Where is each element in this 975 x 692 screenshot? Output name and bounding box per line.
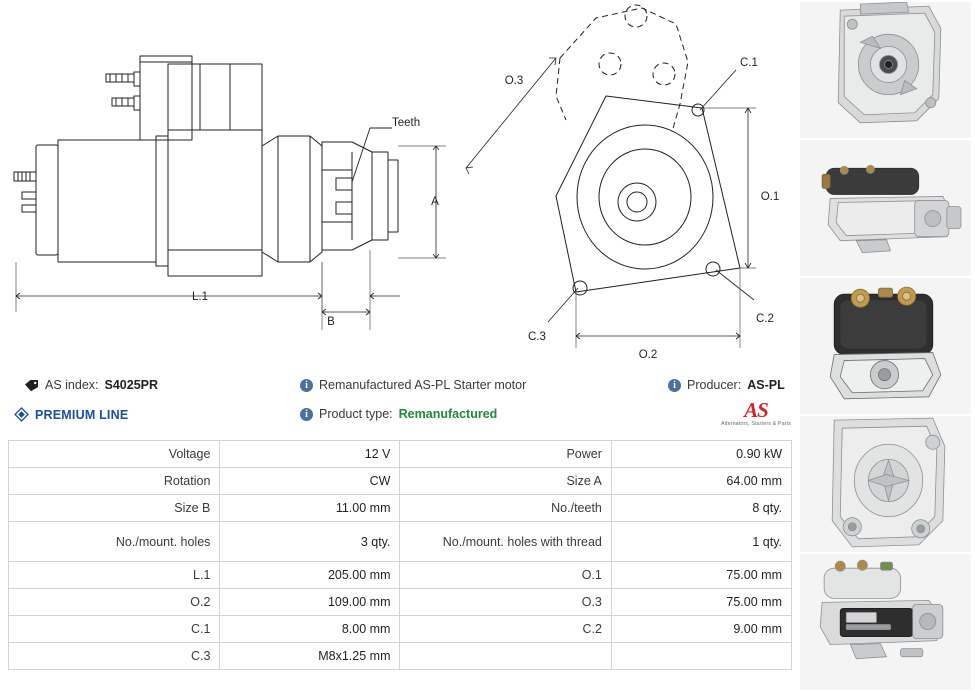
spec-key: Voltage bbox=[9, 441, 220, 468]
table-row bbox=[9, 468, 792, 495]
as-index-label: AS index: bbox=[45, 378, 99, 392]
tag-icon bbox=[24, 379, 39, 392]
product-description: Remanufactured AS-PL Starter motor bbox=[319, 378, 527, 392]
producer-row bbox=[668, 378, 785, 392]
table-row bbox=[9, 441, 792, 468]
producer-label: Producer: bbox=[687, 378, 742, 392]
info-icon: i bbox=[300, 379, 313, 392]
spec-value: 3 qty. bbox=[220, 522, 400, 562]
spec-key: No./teeth bbox=[400, 495, 611, 522]
starter-photo-solenoid-top[interactable] bbox=[800, 278, 971, 414]
as-index-value: S4025PR bbox=[104, 378, 159, 392]
spec-value: 75.00 mm bbox=[611, 562, 791, 589]
spec-value: 12 V bbox=[220, 441, 400, 468]
premium-line-row bbox=[14, 407, 128, 422]
spec-key: C.2 bbox=[400, 616, 611, 643]
premium-line-label: PREMIUM LINE bbox=[35, 407, 129, 422]
spec-empty-cell bbox=[611, 643, 791, 670]
table-row bbox=[9, 522, 792, 562]
spec-value: 1 qty. bbox=[611, 522, 791, 562]
spec-value: 8.00 mm bbox=[220, 616, 400, 643]
table-row bbox=[9, 495, 792, 522]
as-index-row bbox=[24, 378, 158, 392]
spec-key: Rotation bbox=[9, 468, 220, 495]
spec-key: Size B bbox=[9, 495, 220, 522]
spec-key: O.2 bbox=[9, 589, 220, 616]
spec-value: 109.00 mm bbox=[220, 589, 400, 616]
spec-key: O.3 bbox=[400, 589, 611, 616]
spec-value: 8 qty. bbox=[611, 495, 791, 522]
label-O3: O.3 bbox=[504, 75, 524, 87]
spec-value: 11.00 mm bbox=[220, 495, 400, 522]
label-O1: O.1 bbox=[760, 191, 780, 203]
drawing-canvas bbox=[0, 0, 800, 382]
product-type-label: Product type: bbox=[319, 407, 393, 421]
product-type-row bbox=[300, 407, 497, 421]
spec-key: No./mount. holes with thread bbox=[400, 522, 611, 562]
label-C2: C.2 bbox=[756, 313, 774, 325]
spec-value: 205.00 mm bbox=[220, 562, 400, 589]
label-O2: O.2 bbox=[638, 349, 658, 361]
producer-value: AS-PL bbox=[747, 378, 785, 392]
spec-value: 64.00 mm bbox=[611, 468, 791, 495]
product-type-value: Remanufactured bbox=[398, 407, 498, 421]
specification-table bbox=[8, 440, 792, 670]
aspl-logo-mark: AS bbox=[744, 398, 768, 422]
starter-photo-front-angle[interactable] bbox=[800, 2, 971, 138]
table-row bbox=[9, 589, 792, 616]
spec-key: O.1 bbox=[400, 562, 611, 589]
table-row bbox=[9, 616, 792, 643]
product-photo-gallery bbox=[800, 0, 975, 692]
label-C3: C.3 bbox=[528, 331, 546, 343]
spec-key: C.3 bbox=[9, 643, 220, 670]
label-B: B bbox=[327, 316, 335, 328]
spec-key: Power bbox=[400, 441, 611, 468]
label-L1: L.1 bbox=[192, 291, 208, 303]
spec-value: 0.90 kW bbox=[611, 441, 791, 468]
spec-value: 75.00 mm bbox=[611, 589, 791, 616]
spec-value: CW bbox=[220, 468, 400, 495]
label-C1: C.1 bbox=[740, 57, 758, 69]
starter-photo-full-side[interactable] bbox=[800, 554, 971, 690]
spec-key: L.1 bbox=[9, 562, 220, 589]
info-icon: i bbox=[300, 408, 313, 421]
spec-key: C.1 bbox=[9, 616, 220, 643]
spec-value: M8x1.25 mm bbox=[220, 643, 400, 670]
description-row bbox=[300, 378, 526, 392]
table-row bbox=[9, 643, 792, 670]
technical-drawings bbox=[0, 0, 800, 382]
spec-key: No./mount. holes bbox=[9, 522, 220, 562]
spec-key: Size A bbox=[400, 468, 611, 495]
starter-photo-drive-end[interactable] bbox=[800, 416, 971, 552]
aspl-logo-subtitle: Alternators, Starters & Parts bbox=[720, 421, 791, 427]
label-teeth: Teeth bbox=[392, 117, 421, 129]
info-icon: i bbox=[668, 379, 681, 392]
spec-empty-cell bbox=[400, 643, 611, 670]
aspl-logo bbox=[718, 400, 794, 434]
label-A: A bbox=[431, 196, 439, 208]
starter-photo-side[interactable] bbox=[800, 140, 971, 276]
product-info-strip bbox=[0, 370, 800, 442]
spec-value: 9.00 mm bbox=[611, 616, 791, 643]
diamond-icon bbox=[14, 407, 29, 422]
table-row bbox=[9, 562, 792, 589]
